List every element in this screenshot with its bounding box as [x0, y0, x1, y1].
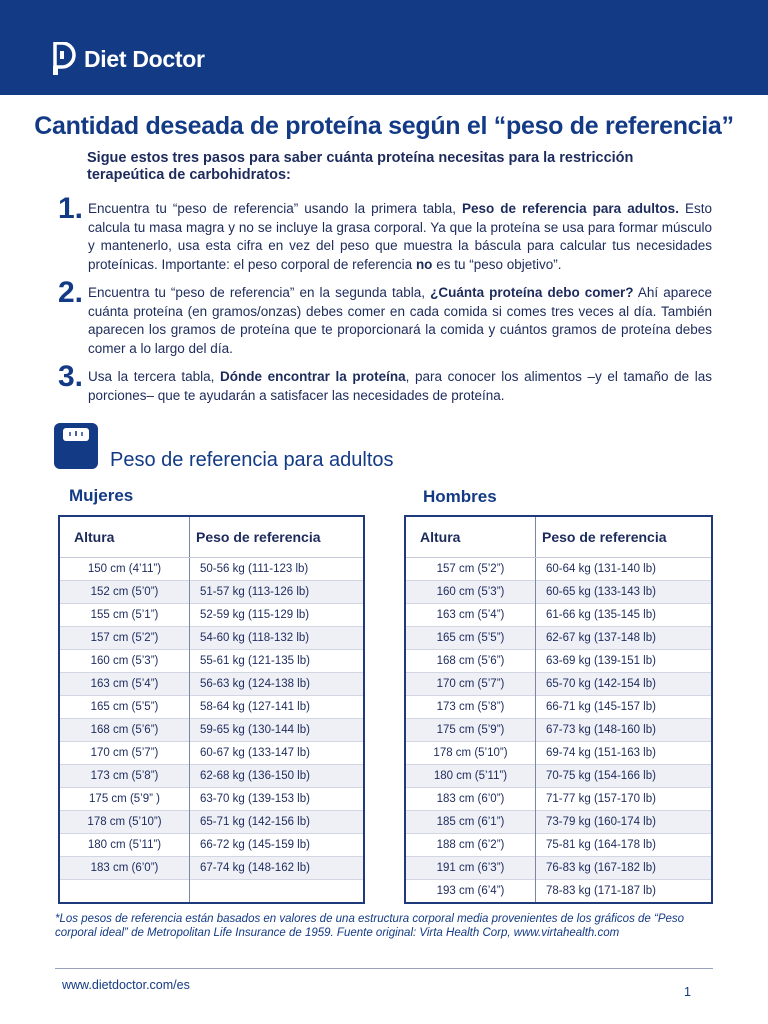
weight-cell: 76-83 kg (167-182 lb) — [536, 857, 713, 880]
weight-cell: 51-57 kg (113-126 lb) — [190, 581, 365, 604]
height-cell: 185 cm (6’1”) — [405, 811, 536, 834]
table-row — [59, 857, 364, 880]
men-col-weight: Peso de referencia — [536, 516, 713, 558]
table-row — [59, 673, 364, 696]
height-cell: 170 cm (5’7”) — [59, 742, 190, 765]
weight-cell: 65-71 kg (142-156 lb) — [190, 811, 365, 834]
step-3-number: 3. — [58, 360, 84, 393]
height-cell: 157 cm (5’2”) — [59, 627, 190, 650]
weight-cell: 69-74 kg (151-163 lb) — [536, 742, 713, 765]
table-row — [59, 558, 364, 581]
weight-cell: 61-66 kg (135-145 lb) — [536, 604, 713, 627]
table-row — [59, 719, 364, 742]
weight-cell: 58-64 kg (127-141 lb) — [190, 696, 365, 719]
step-3 — [58, 360, 712, 405]
height-cell: 168 cm (5’6”) — [405, 650, 536, 673]
weight-cell: 70-75 kg (154-166 lb) — [536, 765, 713, 788]
height-cell: 183 cm (6’0”) — [405, 788, 536, 811]
height-cell: 157 cm (5’2”) — [405, 558, 536, 581]
weight-cell: 66-72 kg (145-159 lb) — [190, 834, 365, 857]
table-row — [59, 742, 364, 765]
table-row — [405, 811, 712, 834]
women-title: Mujeres — [69, 486, 134, 505]
height-cell: 180 cm (5’11”) — [59, 834, 190, 857]
table-row — [59, 696, 364, 719]
women-col-weight: Peso de referencia — [190, 516, 365, 558]
footer-divider — [55, 968, 713, 969]
height-cell: 170 cm (5’7”) — [405, 673, 536, 696]
intro-text: Sigue estos tres pasos para saber cuánta proteína necesitas para la restricción terapeútica de carbohidratos: — [87, 150, 634, 183]
table-row — [405, 558, 712, 581]
weight-cell: 62-68 kg (136-150 lb) — [190, 765, 365, 788]
table-row — [405, 880, 712, 904]
scale-icon — [54, 423, 98, 469]
page-title: Cantidad deseada de proteína según el “peso de referencia” — [34, 112, 734, 140]
height-cell: 173 cm (5’8”) — [405, 696, 536, 719]
weight-cell: 60-65 kg (133-143 lb) — [536, 581, 713, 604]
height-cell: 178 cm (5’10”) — [59, 811, 190, 834]
table-row — [59, 627, 364, 650]
weight-cell: 52-59 kg (115-129 lb) — [190, 604, 365, 627]
weight-cell: 66-71 kg (145-157 lb) — [536, 696, 713, 719]
table-row — [59, 765, 364, 788]
height-cell: 160 cm (5’3”) — [59, 650, 190, 673]
weight-cell: 75-81 kg (164-178 lb) — [536, 834, 713, 857]
header-banner — [0, 0, 768, 95]
weight-cell: 65-70 kg (142-154 lb) — [536, 673, 713, 696]
brand-name: Diet Doctor — [84, 45, 205, 72]
table-row — [405, 604, 712, 627]
section-title: Peso de referencia para adultos — [110, 449, 394, 471]
table-row — [405, 650, 712, 673]
weight-cell: 63-70 kg (139-153 lb) — [190, 788, 365, 811]
weight-cell: 67-73 kg (148-160 lb) — [536, 719, 713, 742]
height-cell: 168 cm (5’6”) — [59, 719, 190, 742]
footnote: *Los pesos de referencia están basados en valores de una estructura corporal media provenientes de los gráficos de “Peso corporal ideal” de Metropolitan Life Insurance de 1959. Fuente original: Virta Health Corp, www.virtahealth.com — [55, 913, 685, 939]
women-table-body — [59, 558, 364, 904]
men-table-body — [405, 558, 712, 904]
weight-cell: 59-65 kg (130-144 lb) — [190, 719, 365, 742]
table-row — [59, 811, 364, 834]
men-col-height: Altura — [405, 516, 536, 558]
page-number: 1 — [684, 985, 691, 999]
table-row — [59, 788, 364, 811]
step-1-text: Encuentra tu “peso de referencia” usando la primera tabla, Peso de referencia para adultos. Esto calcula tu masa magra y no se incluye la grasa corporal. Ya que la proteína se usa para formar músculo y mantenerlo, usa esta cifra en vez del peso que muestra la báscula para calcular tus necesidades proteínicas. Importante: el peso corporal de referencia no es tu “peso objetivo”. — [88, 201, 712, 272]
weight-cell: 63-69 kg (139-151 lb) — [536, 650, 713, 673]
weight-cell: 56-63 kg (124-138 lb) — [190, 673, 365, 696]
height-cell: 173 cm (5’8”) — [59, 765, 190, 788]
table-row — [405, 857, 712, 880]
step-1 — [58, 192, 712, 274]
height-cell: 188 cm (6’2”) — [405, 834, 536, 857]
step-2-text: Encuentra tu “peso de referencia” en la segunda tabla, ¿Cuánta proteína debo comer? Ahí aparece cuánta proteína (en gramos/onzas) debes comer en cada comida si comes tres veces al día. También aparecen los gramos de proteína que te proporcionará la comida y cuántos gramos de proteína debes comer a lo largo del día. — [88, 285, 713, 356]
weight-cell: 62-67 kg (137-148 lb) — [536, 627, 713, 650]
women-table — [58, 515, 365, 904]
weight-cell: 71-77 kg (157-170 lb) — [536, 788, 713, 811]
brand-logo[interactable] — [52, 42, 205, 76]
table-row — [405, 742, 712, 765]
table-row — [405, 788, 712, 811]
table-row — [405, 627, 712, 650]
height-cell: 175 cm (5’9”) — [405, 719, 536, 742]
men-table — [404, 515, 713, 904]
weight-cell: 50-56 kg (111-123 lb) — [190, 558, 365, 581]
table-row — [59, 834, 364, 857]
table-row — [405, 719, 712, 742]
table-row — [405, 765, 712, 788]
weight-cell: 73-79 kg (160-174 lb) — [536, 811, 713, 834]
table-row — [405, 834, 712, 857]
women-col-height: Altura — [59, 516, 190, 558]
height-cell: 175 cm (5’9” ) — [59, 788, 190, 811]
height-cell: 165 cm (5’5”) — [405, 627, 536, 650]
height-cell: 165 cm (5’5”) — [59, 696, 190, 719]
footer-link[interactable]: www.dietdoctor.com/es — [62, 978, 190, 992]
height-cell: 163 cm (5’4”) — [405, 604, 536, 627]
height-cell: 152 cm (5’0”) — [59, 581, 190, 604]
table-row — [405, 581, 712, 604]
weight-cell: 55-61 kg (121-135 lb) — [190, 650, 365, 673]
table-row — [405, 696, 712, 719]
height-cell — [59, 880, 190, 904]
height-cell: 183 cm (6’0”) — [59, 857, 190, 880]
men-title: Hombres — [423, 487, 497, 506]
table-row — [59, 581, 364, 604]
table-row — [59, 604, 364, 627]
step-2 — [58, 276, 713, 358]
weight-cell: 54-60 kg (118-132 lb) — [190, 627, 365, 650]
height-cell: 155 cm (5’1”) — [59, 604, 190, 627]
weight-cell: 60-67 kg (133-147 lb) — [190, 742, 365, 765]
weight-cell: 60-64 kg (131-140 lb) — [536, 558, 713, 581]
height-cell: 150 cm (4’11”) — [59, 558, 190, 581]
table-row — [405, 673, 712, 696]
height-cell: 160 cm (5’3”) — [405, 581, 536, 604]
height-cell: 163 cm (5’4”) — [59, 673, 190, 696]
step-3-text: Usa la tercera tabla, Dónde encontrar la proteína, para conocer los alimentos –y el tamaño de las porciones– que te ayudarán a satisfacer las necesidades de proteína. — [88, 369, 712, 403]
weight-cell — [190, 880, 365, 904]
table-row — [59, 880, 364, 904]
weight-cell: 67-74 kg (148-162 lb) — [190, 857, 365, 880]
height-cell: 191 cm (6’3”) — [405, 857, 536, 880]
table-row — [59, 650, 364, 673]
step-1-number: 1. — [58, 192, 84, 225]
diet-doctor-logo-icon — [52, 42, 78, 76]
height-cell: 193 cm (6’4”) — [405, 880, 536, 904]
step-2-number: 2. — [58, 276, 84, 309]
weight-cell: 78-83 kg (171-187 lb) — [536, 880, 713, 904]
height-cell: 178 cm (5’10”) — [405, 742, 536, 765]
height-cell: 180 cm (5’11”) — [405, 765, 536, 788]
